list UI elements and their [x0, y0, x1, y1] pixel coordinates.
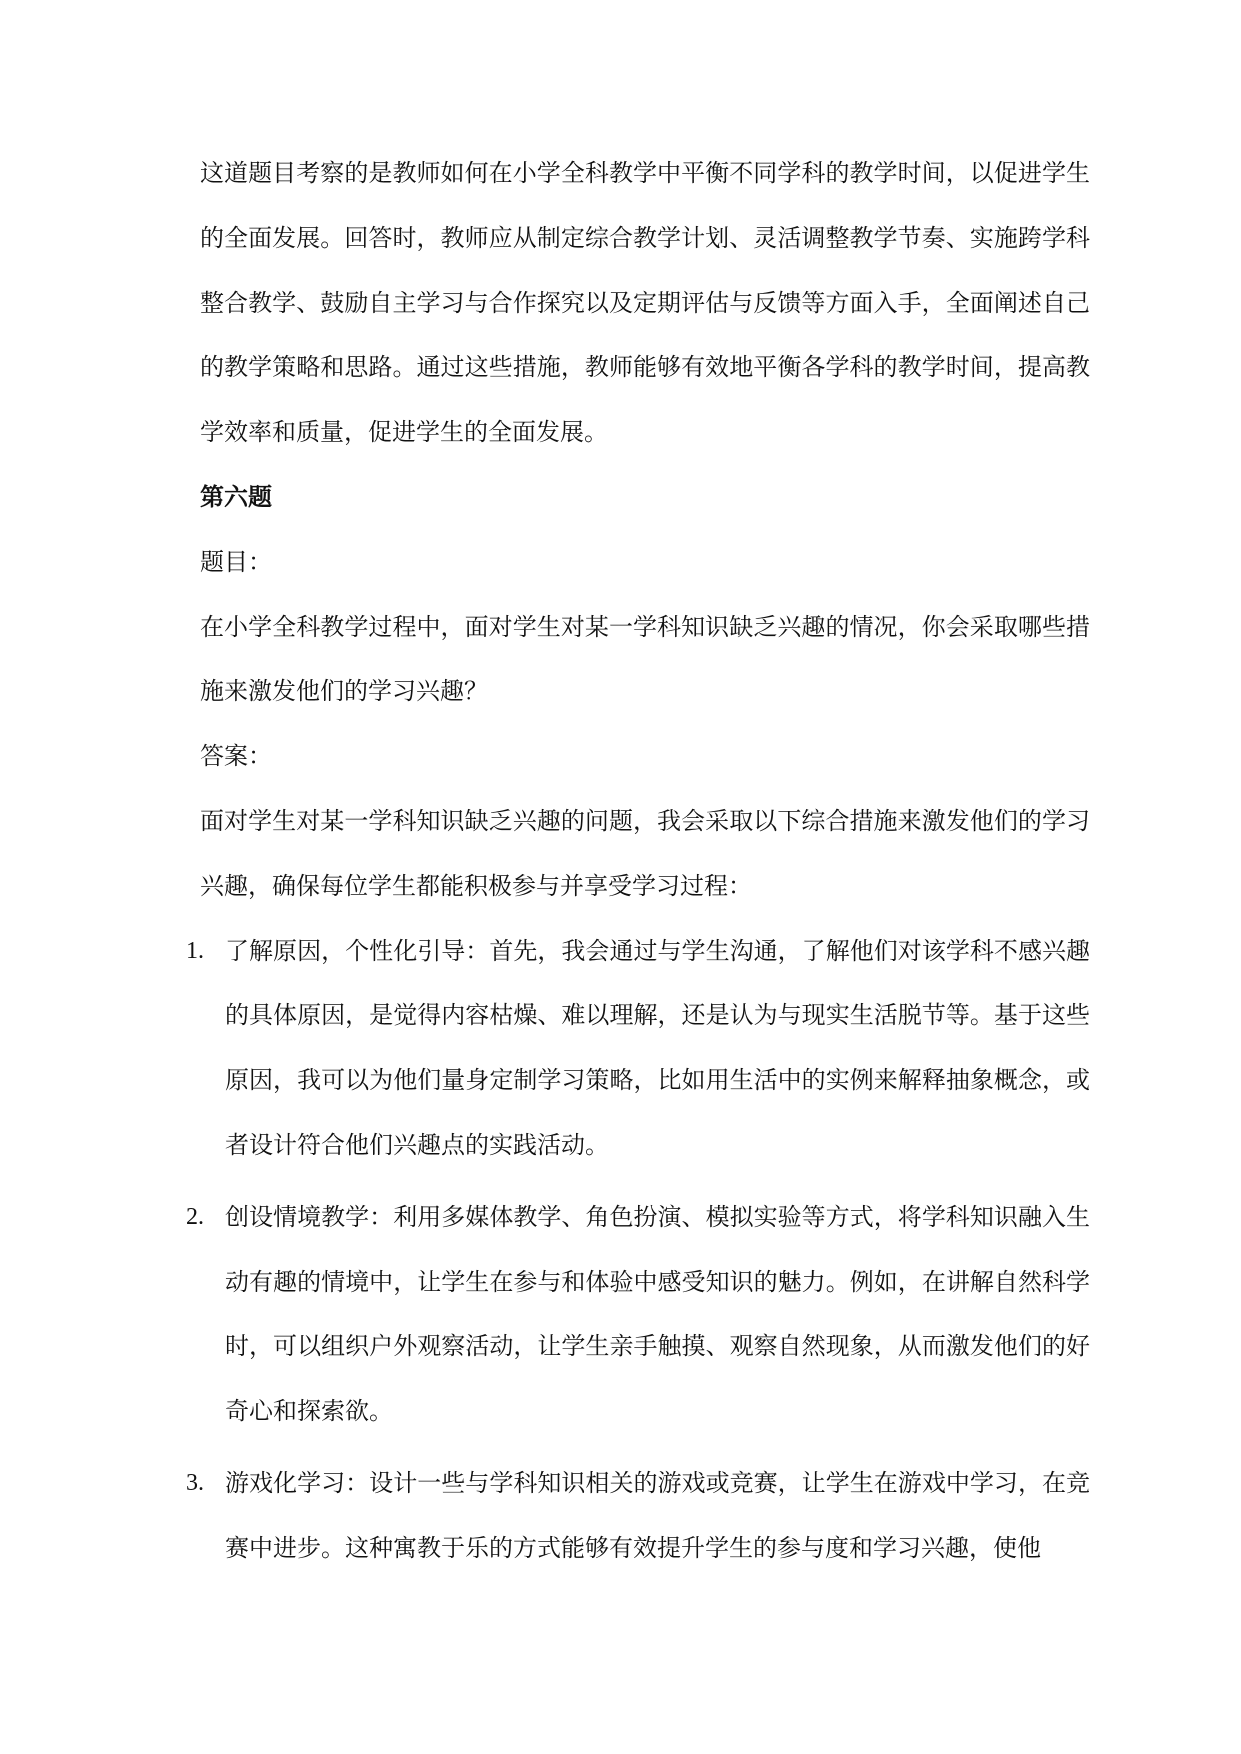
- intro-paragraph: 这道题目考察的是教师如何在小学全科教学中平衡不同学科的教学时间，以促进学生的全面发展。回答时，教师应从制定综合教学计划、灵活调整教学节奏、实施跨学科整合教学、鼓励自主学习与合作探究以及定期评估与反馈等方面入手，全面阐述自己的教学策略和思路。通过这些措施，教师能够有效地平衡各学科的教学时间，提高教学效率和质量，促进学生的全面发展。: [200, 159, 1090, 447]
- list-item-number: 3.: [186, 1469, 204, 1496]
- list-item: [186, 1451, 1090, 1581]
- list-item-text: 了解原因，个性化引导：首先，我会通过与学生沟通，了解他们对该学科不感兴趣的具体原因，是觉得内容枯燥、难以理解，还是认为与现实生活脱节等。基于这些原因，我可以为他们量身定制学习策略，比如用生活中的实例来解释抽象概念，或者设计符合他们兴趣点的实践活动。: [225, 936, 1090, 1159]
- answer-list: [186, 919, 1090, 1581]
- answer-intro: 面对学生对某一学科知识缺乏兴趣的问题，我会采取以下综合措施来激发他们的学习兴趣，确保每位学生都能积极参与并享受学习过程：: [200, 806, 1090, 900]
- question-text: 在小学全科教学过程中，面对学生对某一学科知识缺乏兴趣的情况，你会采取哪些措施来激发他们的学习兴趣？: [200, 612, 1090, 706]
- question-label: 题目：: [200, 547, 272, 576]
- document-body: [186, 141, 1090, 1581]
- list-item: [186, 919, 1090, 1178]
- list-item-text: 游戏化学习：设计一些与学科知识相关的游戏或竞赛，让学生在游戏中学习，在竞赛中进步。这种寓教于乐的方式能够有效提升学生的参与度和学习兴趣，使他: [225, 1468, 1090, 1562]
- list-item-number: 1.: [186, 937, 204, 964]
- list-item: [186, 1185, 1090, 1444]
- section-heading: 第六题: [200, 481, 272, 511]
- list-item-text: 创设情境教学：利用多媒体教学、角色扮演、模拟实验等方式，将学科知识融入生动有趣的情境中，让学生在参与和体验中感受知识的魅力。例如，在讲解自然科学时，可以组织户外观察活动，让学生亲手触摸、观察自然现象，从而激发他们的好奇心和探索欲。: [225, 1202, 1090, 1426]
- list-item-number: 2.: [186, 1203, 204, 1230]
- answer-label: 答案：: [200, 742, 272, 771]
